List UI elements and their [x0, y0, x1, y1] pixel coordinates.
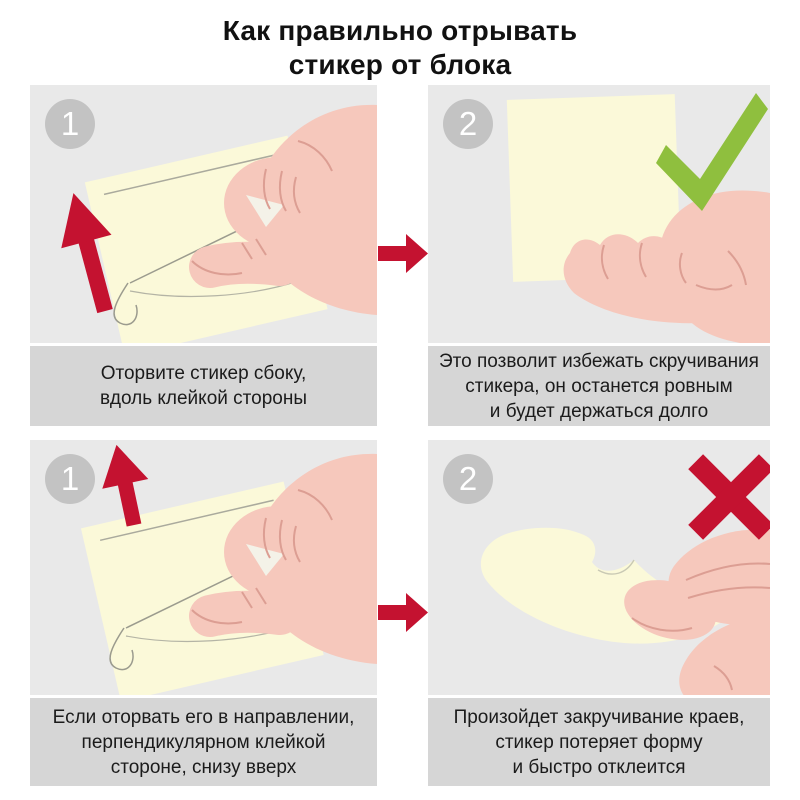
flow-arrow-right-icon — [378, 233, 428, 273]
step-number-badge: 1 — [45, 454, 95, 504]
caption-line: Произойдет закручивание краев, — [453, 706, 745, 728]
panel-correct-step2-image — [428, 85, 770, 343]
caption-line: стикер потеряет форму — [495, 731, 703, 753]
caption-line: перпендикулярном клейкой — [81, 731, 326, 753]
caption-line: Это позволит избежать скручивания — [439, 350, 759, 372]
caption-line: вдоль клейкой стороны — [100, 388, 307, 409]
panel-correct-step1-image — [30, 85, 377, 343]
panel-wrong-step1-image — [30, 440, 377, 695]
caption-correct-step2 — [428, 346, 770, 426]
caption-wrong-step2 — [428, 698, 770, 786]
caption-wrong-step1 — [30, 698, 377, 786]
page-title-line2: стикер от блока — [288, 49, 512, 80]
caption-line: Оторвите стикер сбоку, — [100, 363, 307, 384]
page-title-line1: Как правильно отрывать — [222, 15, 578, 46]
caption-correct-step1 — [30, 346, 377, 426]
step-number-badge: 1 — [45, 99, 95, 149]
step-number-badge: 2 — [443, 99, 493, 149]
caption-line: и быстро отклеится — [512, 756, 686, 778]
panel-wrong-step2-image — [428, 440, 770, 695]
flow-arrow-right-icon — [378, 592, 428, 632]
caption-line: Если оторвать его в направлении, — [52, 706, 355, 728]
caption-line: стикера, он останется ровным — [465, 375, 733, 397]
caption-line: и будет держаться долго — [489, 400, 709, 422]
caption-line: стороне, снизу вверх — [110, 756, 297, 778]
page-title — [0, 14, 800, 82]
step-number-badge: 2 — [443, 454, 493, 504]
